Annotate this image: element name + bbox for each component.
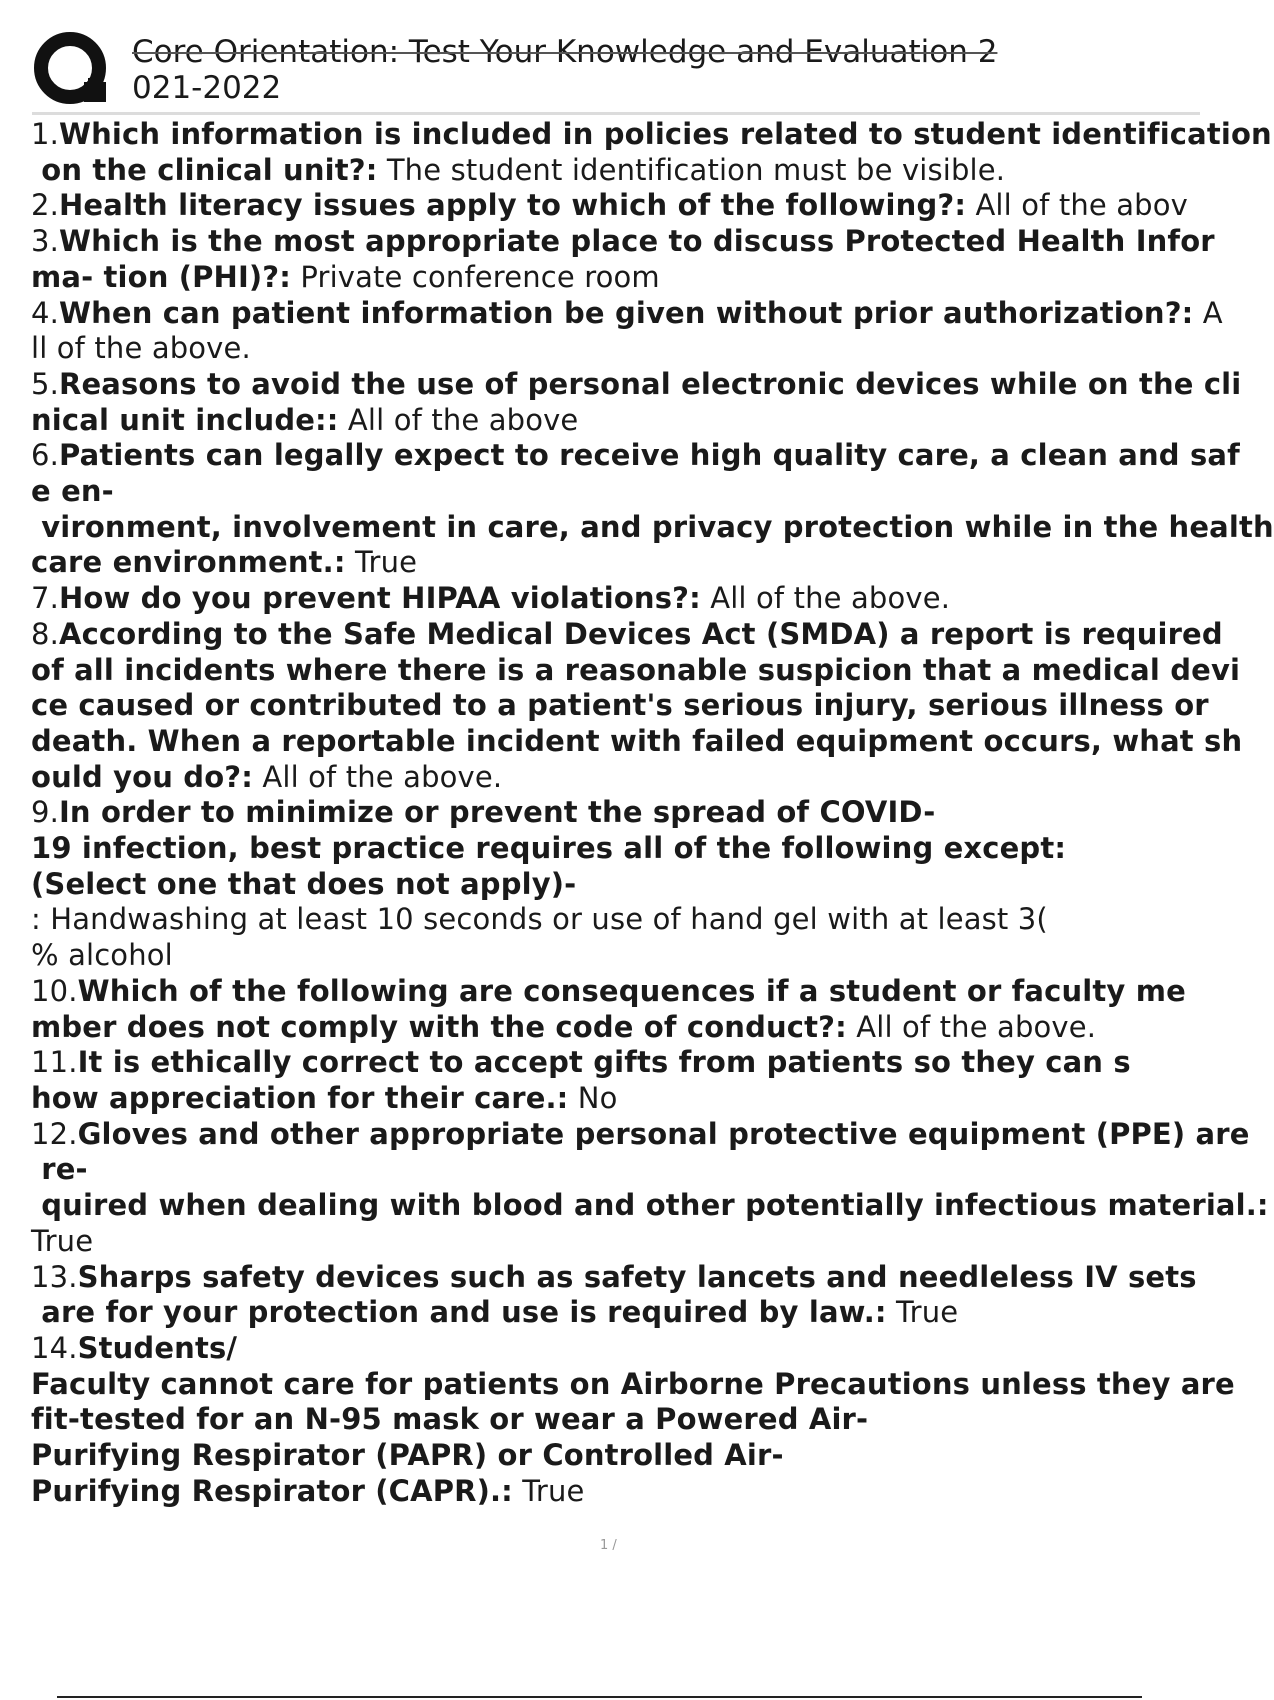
qa-line	[31, 545, 1200, 581]
question-text: According to the Safe Medical Devices Act (SMDA) a report is required	[58, 616, 1223, 651]
question-text: care environment.:	[31, 545, 346, 580]
question-text: nical unit include::	[31, 402, 339, 437]
answer-text: True	[31, 1223, 94, 1258]
document-title-line-2: 021-2022	[132, 70, 282, 106]
qa-line	[31, 366, 1242, 403]
question-text: In order to minimize or prevent the spread of COVID-	[58, 795, 936, 830]
qa-line	[31, 1260, 1200, 1296]
page-number: 1 /	[600, 1538, 617, 1553]
answer-text: No	[568, 1080, 618, 1115]
question-text: are for your protection and use is required by law.:	[31, 1295, 887, 1330]
question-number: 13.	[31, 1259, 78, 1294]
answer-text: All of the above.	[700, 581, 951, 616]
question-number: 3.	[31, 224, 59, 259]
question-text: Health literacy issues apply to which of the following?:	[58, 188, 967, 223]
question-number: 4.	[31, 295, 59, 330]
answer-text: All of the above	[338, 402, 579, 437]
question-text: When can patient information be given without prior authorization?:	[58, 295, 1194, 330]
question-text: how appreciation for their care.:	[31, 1080, 569, 1115]
header-divider	[32, 112, 1200, 115]
qa-line	[31, 224, 1215, 260]
qa-line	[31, 1224, 1200, 1260]
qa-line	[31, 867, 1200, 903]
qa-line	[31, 974, 1200, 1010]
question-text: Students/	[77, 1330, 238, 1365]
document-title-line-1: Core Orientation: Test Your Knowledge and Evaluation 2	[132, 34, 998, 70]
answer-text: All of the abov	[966, 188, 1188, 223]
qa-line	[31, 1010, 1200, 1046]
question-number: 9.	[31, 795, 59, 830]
question-text: Purifying Respirator (CAPR).:	[31, 1473, 513, 1508]
question-text: Faculty cannot care for patients on Airborne Precautions unless they are	[31, 1366, 1235, 1401]
answer-text: The student identification must be visible.	[377, 152, 1006, 187]
question-text: quired when dealing with blood and other potentially infectious material.:	[31, 1188, 1269, 1223]
footer-divider	[57, 1696, 1142, 1698]
question-text: (Select one that does not apply)-	[31, 866, 577, 901]
answer-text: True	[345, 545, 418, 580]
qa-line	[31, 188, 1200, 224]
question-number: 14.	[31, 1330, 78, 1365]
answer-text: Private conference room	[291, 259, 660, 294]
question-number: 10.	[31, 973, 78, 1008]
qa-line	[31, 153, 1200, 189]
question-answer-list	[31, 117, 1274, 1509]
qa-line	[31, 1188, 1269, 1224]
question-text: Which information is included in policies related to student identification	[58, 117, 1272, 151]
qa-line	[31, 1152, 1200, 1188]
question-text: ould you do?:	[31, 759, 253, 794]
question-text: Reasons to avoid the use of personal electronic devices while on the cli	[58, 366, 1242, 401]
qa-line	[31, 403, 1200, 439]
question-text: It is ethically correct to accept gifts from patients so they can s	[77, 1045, 1131, 1080]
qa-line	[31, 1045, 1200, 1081]
qa-line	[31, 1331, 1200, 1367]
question-text: Patients can legally expect to receive high quality care, a clean and saf	[58, 438, 1240, 473]
question-text: Which is the most appropriate place to discuss Protected Health Infor	[58, 224, 1215, 259]
qa-line	[31, 1474, 1200, 1510]
qa-line	[31, 1295, 1200, 1331]
qa-line	[31, 438, 1240, 474]
answer-text: % alcohol	[31, 938, 173, 973]
question-number: 5.	[31, 366, 59, 401]
question-text: mber does not comply with the code of conduct?:	[31, 1009, 847, 1044]
question-number: 7.	[31, 581, 59, 616]
question-text: death. When a reportable incident with failed equipment occurs, what sh	[31, 723, 1243, 758]
qa-line	[31, 652, 1241, 689]
question-text: ma- tion (PHI)?:	[31, 259, 292, 294]
qa-line	[31, 616, 1223, 653]
answer-text: True	[512, 1473, 585, 1508]
qa-line	[31, 831, 1200, 867]
question-text: How do you prevent HIPAA violations?:	[58, 581, 701, 616]
question-text: e en-	[31, 474, 114, 509]
question-number: 2.	[31, 188, 59, 223]
question-text: Purifying Respirator (PAPR) or Controlled Air-	[31, 1438, 784, 1473]
answer-text: All of the above.	[253, 759, 503, 794]
question-text: fit-tested for an N-95 mask or wear a Powered Air-	[31, 1402, 869, 1437]
qa-line	[31, 331, 1200, 367]
document-header	[32, 30, 1200, 110]
qa-line	[31, 902, 1200, 938]
qa-line	[31, 260, 1200, 296]
question-number: 1.	[31, 117, 59, 151]
qa-line	[31, 295, 1223, 332]
question-number: 12.	[31, 1116, 78, 1151]
qa-line	[31, 1081, 1200, 1117]
answer-text: : Handwashing at least 10 seconds or use of hand gel with at least 3(	[31, 902, 1048, 937]
question-text: Which of the following are consequences if a student or faculty me	[77, 973, 1186, 1008]
qa-line	[31, 795, 1200, 831]
qa-line	[31, 760, 1200, 796]
qa-line	[31, 509, 1274, 546]
qa-line	[31, 1438, 1200, 1474]
question-text: vironment, involvement in care, and privacy protection while in the health	[31, 509, 1274, 544]
question-number: 8.	[31, 616, 59, 651]
qa-line	[31, 474, 1200, 510]
question-number: 11.	[31, 1045, 78, 1080]
q-logo-icon	[32, 30, 112, 110]
answer-text: True	[886, 1295, 959, 1330]
qa-line	[31, 938, 1200, 974]
qa-line	[31, 723, 1243, 760]
qa-line	[31, 1366, 1235, 1403]
qa-line	[31, 1402, 1200, 1438]
question-text: Gloves and other appropriate personal protective equipment (PPE) are	[77, 1116, 1250, 1151]
question-text: on the clinical unit?:	[31, 152, 378, 187]
question-text: of all incidents where there is a reasonable suspicion that a medical devi	[31, 652, 1241, 687]
qa-line	[31, 581, 1200, 617]
qa-line	[31, 117, 1272, 153]
answer-text: All of the above.	[846, 1009, 1097, 1044]
answer-text: ll of the above.	[31, 331, 251, 366]
qa-line	[31, 688, 1209, 724]
question-text: re-	[31, 1152, 88, 1187]
question-text: 19 infection, best practice requires all of the following except:	[31, 831, 1067, 866]
qa-line	[31, 1116, 1250, 1153]
question-text: Sharps safety devices such as safety lancets and needleless IV sets	[77, 1259, 1197, 1294]
question-number: 6.	[31, 438, 59, 473]
answer-text: A	[1193, 295, 1223, 330]
question-text: ce caused or contributed to a patient's serious injury, serious illness or	[31, 688, 1209, 723]
